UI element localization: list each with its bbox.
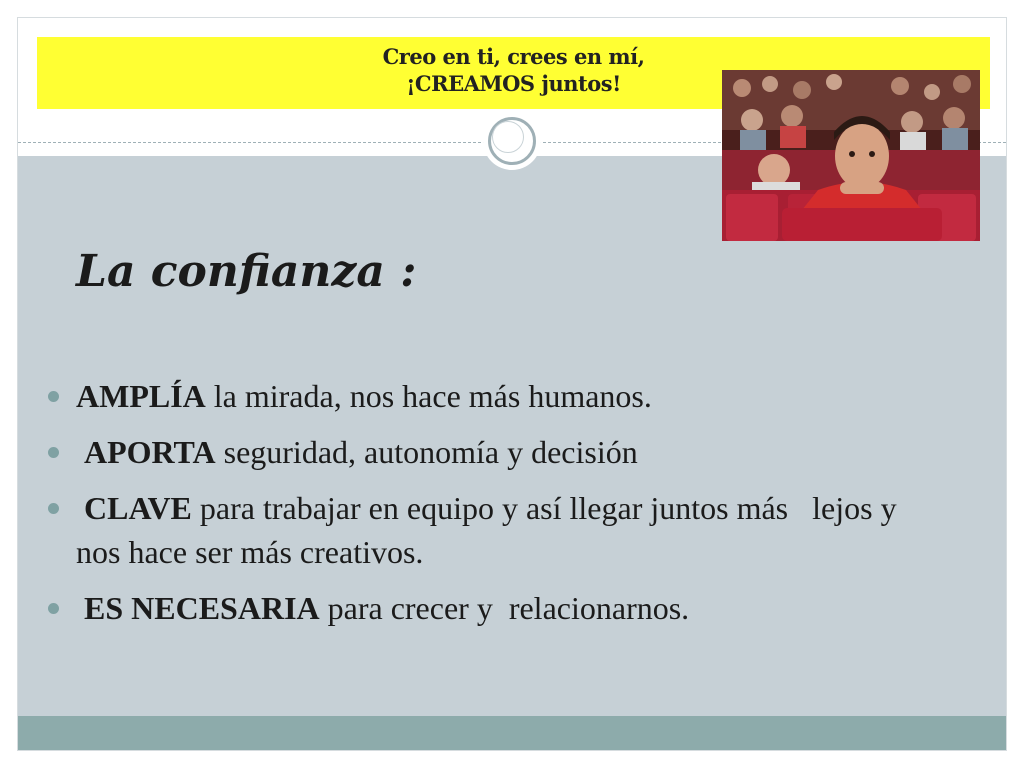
bullet-keyword: APORTA <box>84 434 216 470</box>
bullet-list <box>46 374 956 642</box>
bullet-text: seguridad, autonomía y decisión <box>215 434 638 470</box>
bullet-item <box>46 586 956 630</box>
slide-title: La confianza : <box>76 246 417 297</box>
bullet-text: la mirada, nos hace más humanos. <box>205 378 652 414</box>
motto-line-1: Creo en ti, crees en mí, <box>382 44 645 69</box>
bullet-dot-icon <box>48 503 59 514</box>
slide <box>17 17 1007 751</box>
bullet-keyword: CLAVE <box>84 490 192 526</box>
bullet-text: para crecer y relacionarnos. <box>319 590 690 626</box>
bullet-lead <box>76 590 84 626</box>
audience-photo <box>722 70 980 241</box>
bullet-keyword: AMPLÍA <box>76 378 206 414</box>
bullet-item <box>46 486 956 574</box>
motto-line-2: ¡CREAMOS juntos! <box>406 71 621 96</box>
circle-ornament-icon <box>483 112 541 170</box>
bullet-item <box>46 430 956 474</box>
bullet-dot-icon <box>48 391 59 402</box>
bullet-dot-icon <box>48 603 59 614</box>
bullet-keyword: ES NECESARIA <box>84 590 320 626</box>
bullet-dot-icon <box>48 447 59 458</box>
bullet-lead <box>76 434 84 470</box>
bullet-text: para trabajar en equipo y así llegar juntos más lejos y nos hace ser más creativos. <box>76 490 913 570</box>
footer-bar <box>18 716 1006 750</box>
bullet-item <box>46 374 956 418</box>
bullet-lead <box>76 490 84 526</box>
ornament-inner-ring <box>492 121 524 153</box>
